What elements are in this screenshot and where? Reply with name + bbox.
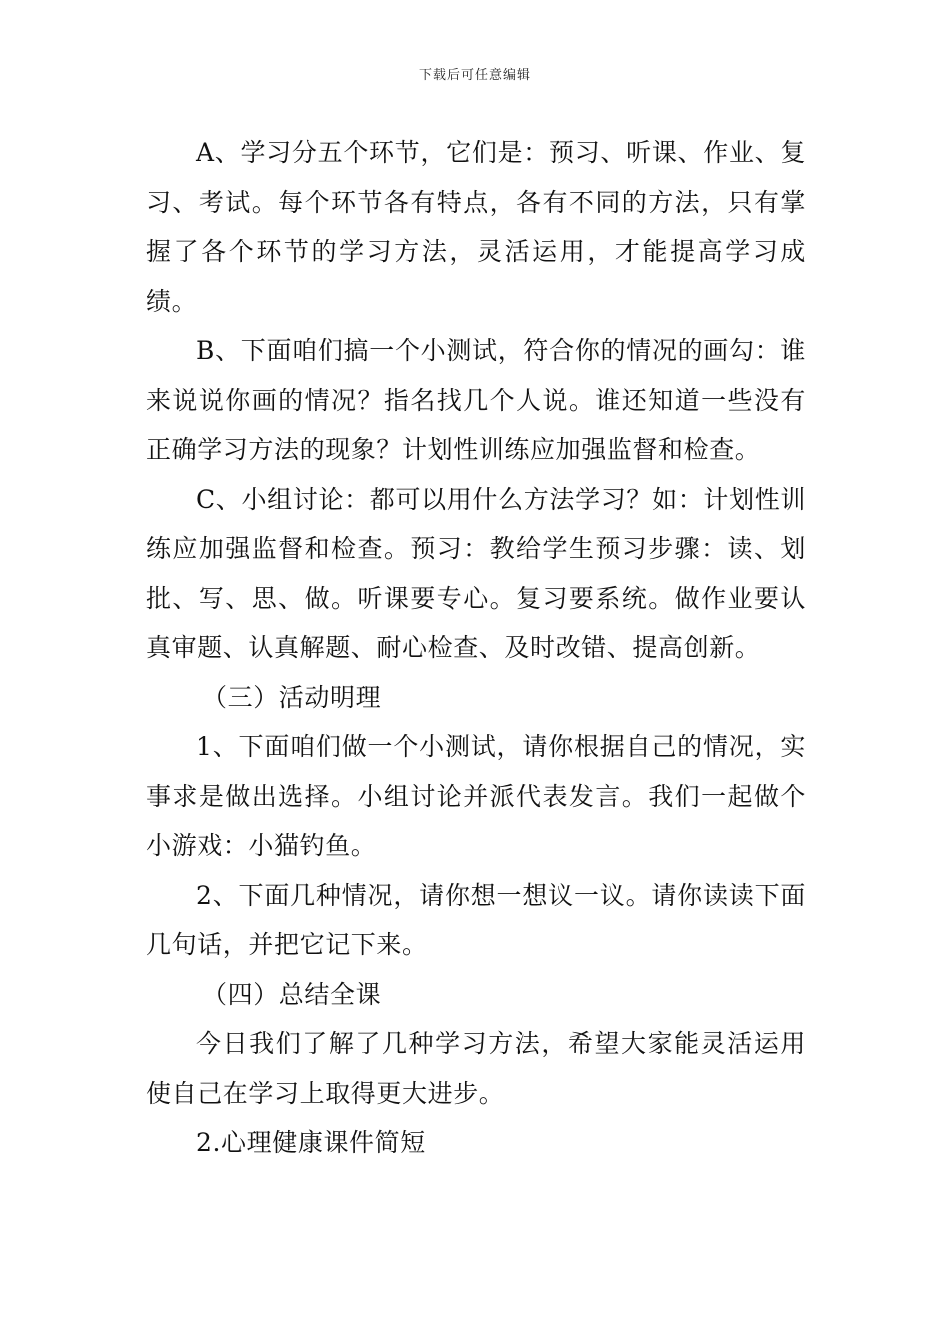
section-heading-3: （三）活动明理 [202, 682, 382, 712]
page-header-note: 下载后可任意编辑 [418, 68, 531, 83]
paragraph-a: A、学习分五个环节，它们是：预习、听课、作业、复习、考试。每个环节各有特点，各有不同的方法，只有掌握了各个环节的学习方法，灵活运用，才能提高学习成绩。 [146, 138, 806, 316]
section-heading-4: （四）总结全课 [202, 979, 382, 1009]
document-body [146, 128, 806, 1168]
paragraph-1: 1、下面咱们做一个小测试，请你根据自己的情况，实事求是做出选择。小组讨论并派代表发言。我们一起做个小游戏：小猫钓鱼。 [146, 732, 806, 860]
paragraph-2: 2、下面几种情况，请你想一想议一议。请你读读下面几句话，并把它记下来。 [146, 880, 806, 959]
paragraph-summary: 今日我们了解了几种学习方法，希望大家能灵活运用使自己在学习上取得更大进步。 [146, 1029, 806, 1108]
paragraph-b: B、下面咱们搞一个小测试，符合你的情况的画勾：谁来说说你画的情况？指名找几个人说。谁还知道一些没有正确学习方法的现象？计划性训练应加强监督和检查。 [146, 336, 806, 464]
paragraph-title-2: 2.心理健康课件简短 [196, 1128, 426, 1157]
paragraph-c: C、小组讨论：都可以用什么方法学习？如：计划性训练应加强监督和检查。预习：教给学生预习步骤：读、划批、写、思、做。听课要专心。复习要系统。做作业要认真审题、认真解题、耐心检查、及时改错、提高创新。 [146, 484, 806, 662]
